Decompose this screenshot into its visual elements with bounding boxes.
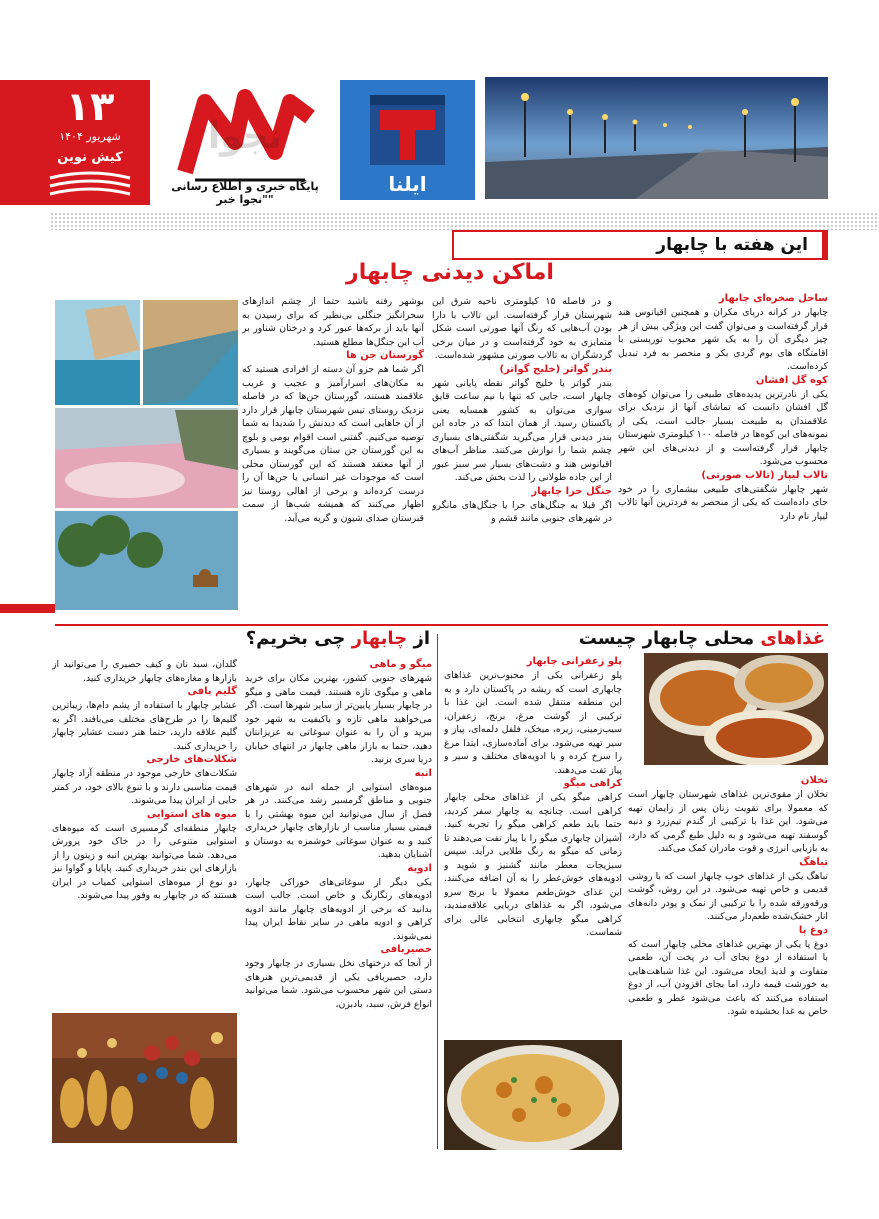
shopping-title: از چابهار چی بخریم؟ <box>245 628 430 649</box>
subheading: تالاب لیپار (تالاب صورتی) <box>701 469 828 481</box>
shopping-column-right <box>245 658 432 1138</box>
paragraph: و در فاصله ۱۵ کیلومتری ناحیه شرق این شهرستان قرار گرفته‌است. این تالاب با دارا بودن آب‌هایی که رنگ آنها صورتی است شکل متمایزی به خود گرفته‌است و در میان برخی گردشگران به تالاب صورتی مشهور شده‌است. <box>432 296 612 361</box>
subheading: گلیم بافی <box>187 686 237 697</box>
paragraph: گلدان، سبد نان و کیف حصیری را می‌توانید از بازارها و مغازه‌های چابهار خریداری کنید. <box>52 659 237 684</box>
paragraph: یکی از نادرترین پدیده‌های طبیعی را می‌توان کوه‌های گل افشان دانست که تماشای آنها از نزدیک برای علاقمندان به طبیعت بسیار جالب است. یکی از نمونه‌های این کوه‌ها در فاصله ۱۰۰ کیلومتری شهرستان چابهار قرار گرفته‌است و از دیدنی‌های این شهر محسوب می‌شود. <box>618 388 828 467</box>
subheading: ادویه <box>407 862 432 874</box>
dotted-divider <box>50 212 879 230</box>
section-divider <box>55 624 828 626</box>
foods-column-right <box>628 774 828 1154</box>
paragraph: شهر چابهار شگفتی‌های طبیعی بیشماری را در خود جای داده‌است که یکی از منحصر به فردترین آنها تالاب لیپار نام دارد <box>618 483 828 522</box>
subheading: شکلات‌های خارجی <box>146 754 237 765</box>
paragraph: شکلات‌های خارجی موجود در منطقه آزاد چابهار قیمت مناسبی دارند و با تنوع بالای خود، در کمتر جایی از ایران پیدا می‌شوند. <box>52 768 237 806</box>
subheading: جنگل حرا چابهار <box>531 485 612 497</box>
foods-column-left <box>444 655 622 1030</box>
paragraph: پلو زعفرانی یکی از محبوب‌ترین غذاهای چابهاری است که ریشه در پاکستان دارد و به این منطقه منتقل شده است. این غذا با ترکیبی از گوشت مرغ، برنج، زعفران، سیب‌زمینی، زیره، میخک، فلفل دلمه‌ای، پیاز و سیر تهیه می‌شود. برای آماده‌سازی، ابتدا مرغ را سرخ کرده و با ادویه‌های مختلف و سیر و پیاز تفت می‌دهند. <box>444 670 622 776</box>
section-banner: این هفته با چابهار <box>452 230 828 260</box>
subheading: ساحل صخره‌ای چابهار <box>718 293 828 304</box>
paragraph: میوه‌های استوایی از جمله انبه در شهرهای جنوبی و مناطق گرمسیر رشد می‌کنند. در هر فصل از سال می‌توانید این میوه بهشتی را با قیمتی بسیار مناسب از بازارهای چابهار خریداری کنید و به عنوان سوغاتی خوشمزه به دوستان و آشنایان بدهید. <box>245 781 432 860</box>
waves-logo-icon <box>40 168 140 198</box>
subheading: میوه های استوایی <box>146 808 237 820</box>
paragraph: تباهگ یکی از غذاهای خوب چابهار است که با روشی قدیمی و خاص تهیه می‌شود. در این روش، گوشت ورقه‌ورقه شده را با ترکیبی از نمک و پودر دانه‌های انار خشک‌شده طعم‌دار می‌کنند. <box>628 870 828 922</box>
food-photo-rice <box>444 1040 622 1150</box>
subheading: پلو زعفرانی چابهار <box>526 656 622 667</box>
subheading: حصیربافی <box>380 944 432 955</box>
naja-caption: پایگاه خبری و اطلاع رسانی "نجوا خبر" <box>171 180 319 206</box>
paragraph: بندر گواتر یا خلیج گواتر نقطه پایانی شهر چابهار است، جایی که تنها با نیم ساعت قایق سواری می‌توان به کشور همسایه یعنی پاکستان رسید. از همان ابتدا که در جاده این بندر دیدنی قرار می‌گیرید شگفتی‌های بسیاری چشم شما را نوازش می‌کنند. مناظر آب‌های اقیانوس هند و دشت‌های بسیار سر سبز عبور از این جاده طولانی را لذت بخش می‌کند. <box>432 377 612 483</box>
paragraph: چابهار در کرانه دریای مکران و همچنین اقیانوس هند قرار گرفته‌است و می‌توان گفت این ویژگی بیش از هر چیز دیگری آن را به یک شهر محبوب توریستی با اقامتگاه های بوم گردی بکر و منحصر به فرد تبدیل کرده‌است. <box>618 307 828 372</box>
paragraph: شهرهای جنوبی کشور، بهترین مکان برای خرید ماهی و میگوی تازه هستند. قیمت ماهی و میگو در چابهار بسیار پایین‌تر از سایر شهرها است. اگر می‌خواهید ماهی تازه و باکیفیت به شهر خود ببرید و آن را به عنوان سوغاتی به عزیزانتان دهید، حتما به بازار ماهی چابهار در انتهای خیابان دریا سری بزنید. <box>245 673 432 765</box>
subheading: کوه گل افشان <box>755 374 828 386</box>
section1-column-left <box>242 295 424 610</box>
ilna-label: ایلنا <box>388 172 427 196</box>
section1-title: اماکن دیدنی چابهار <box>346 260 554 285</box>
food-photo-curry <box>644 653 828 765</box>
pier-photo <box>485 77 828 199</box>
svg-text:نجوا: نجوا <box>207 116 283 157</box>
publication-brand: کیش نوین <box>57 150 123 165</box>
subheading: تخلان <box>800 775 828 786</box>
paragraph: عشایر چابهار با استفاده از پشم دام‌ها، زیباترین گلیم‌ها را در طرح‌های مختلف می‌بافند. اگر به گلیم علاقه دارید، حتما هنر دست عشایر چابهار را خریداری کنید. <box>52 700 237 752</box>
foods-title: غذاهای محلی چابهار چیست <box>578 628 825 649</box>
subheading: تباهگ <box>799 856 828 868</box>
shopping-column-left <box>52 658 237 1008</box>
paragraph: کراهی میگو یکی از غذاهای محلی چابهار کراهی است. چنانچه به چابهار سفر کردید، حتما باید طعم کراهی میگو را تجربه کنید. آشپزان چابهاری میگو را با پیاز تفت می‌دهند تا زمانی که میگو به رنگ طلایی درآید. سپس سبزیجات معطر مانند گشنیز و شوید و ادویه‌های خوش‌عطر را به آن اضافه می‌کنند. این غذای خوش‌طعم معمولا با برنج سرو می‌شود، اگر به غذاهای دریایی علاقه‌مندید، کراهی میگو چابهاری انتخابی عالی برای شماست. <box>444 792 622 938</box>
subheading: میگو و ماهی <box>369 659 432 670</box>
paragraph: از آنجا که درختهای نخل بسیاری در چابهار وجود دارد، حصیربافی یکی از قدیمی‌ترین هنرهای دستی این شهر محسوب می‌شود. شما می‌توانید انواع فرش، سبد، بادبزن، <box>245 958 432 1010</box>
paragraph: اگر قبلا به جنگل‌های حرا یا جنگل‌های مانگرو در شهرهای جنوبی مانند قشم و <box>432 499 612 524</box>
section1-column-middle <box>432 295 612 610</box>
section1-column-right <box>618 292 828 610</box>
paragraph: تخلان از مقوی‌ترین غذاهای شهرستان چابهار است که معمولا برای تقویت زنان پس از زایمان تهیه می‌شود. این غذا با ترکیبی از گندم تیم‌زرد و دنبه گوسفند تهیه می‌شود و به دلیل طبع گرمی که دارد، به بازیابی انرژی و قوت مادران کمک می‌کند. <box>628 789 828 854</box>
paragraph: چابهار منطقه‌ای گرمسیری است که میوه‌های استوایی متنوعی را در خاک خود پرورش می‌دهد. شما می‌توانید بهترین انبه و زیتون را از بازارهای این بندر خریداری کنید. پاپایا و گواوا نیز دو نوع از میوه‌های استوایی کمیاب در ایران هستند که در چابهار به وفور پیدا می‌شوند. <box>52 822 237 901</box>
paragraph: بوشهر رفته باشید حتما از چشم اندازهای سحرانگیز جنگلی بی‌نظیر که برای رسیدن به آنها باید از برکه‌ها عبور کرد و درختان شناور بر آب این جنگل‌ها مطلع هستید. <box>242 296 424 348</box>
bazaar-photo <box>52 1013 237 1143</box>
subheading: گورستان جن ها <box>346 350 424 361</box>
paragraph: دوغ پا یکی از بهترین غذاهای محلی چابهار است که با استفاده از دوغ بجای آب در پخت آن، طعمی متفاوت و لذیذ ایجاد می‌شود. این غذا شباهت‌هایی به خورشت قیمه دارد، اما بجای افزودن آب، از دوغ استفاده می‌کنند که باعث می‌شود عطر و طعمی خاص به غذا بخشیده شود. <box>628 938 828 1017</box>
section-divider-accent <box>0 604 55 613</box>
subheading: دوغ پا <box>798 924 828 936</box>
places-photo-collage <box>55 300 238 610</box>
page-number: ۱۳ <box>65 84 115 130</box>
subheading: انبه <box>414 767 432 779</box>
column-divider <box>437 634 438 1149</box>
issue-date: شهریور ۱۴۰۴ <box>59 130 121 143</box>
paragraph: یکی دیگر از سوغاتی‌های خوراکی چابهار، ادویه‌های رنگارنگ و خاص است. جالب است بدانید که برخی از ادویه‌های چابهار مانند ادویه کراهی و ادویه ماهی در سایر نقاط ایران پیدا نمی‌شوند. <box>245 876 432 942</box>
subheading: بندر گواتر (خلیج گواتر) <box>499 363 612 375</box>
paragraph: اگر شما هم جزو آن دسته از افرادی هستید که به مکان‌های اسرارآمیز و عجیب و غریب علاقمند هستند، گورستان جن‌ها که در فاصله نزدیک روستای تیس شهرستان چابهار قرار دارد از آن جاهایی است که دیدنش را شدیدا به شما توصیه می‌کنیم. گفتنی است اقوام بومی و بلوچ به این گورستان جن ستان می‌گویند و بسیاری از آنها معتقد هستند که این گورستان محلی است که موجودات غیر انسانی یا جن‌ها آن را درست کرده‌اند و برخی از اهالی روستا نیز اظهار می‌کنند که همیشه شب‌ها از سمت قبرستان صدای شیون و گریه می‌آید. <box>242 364 424 524</box>
subheading: کراهی میگو <box>563 778 622 789</box>
